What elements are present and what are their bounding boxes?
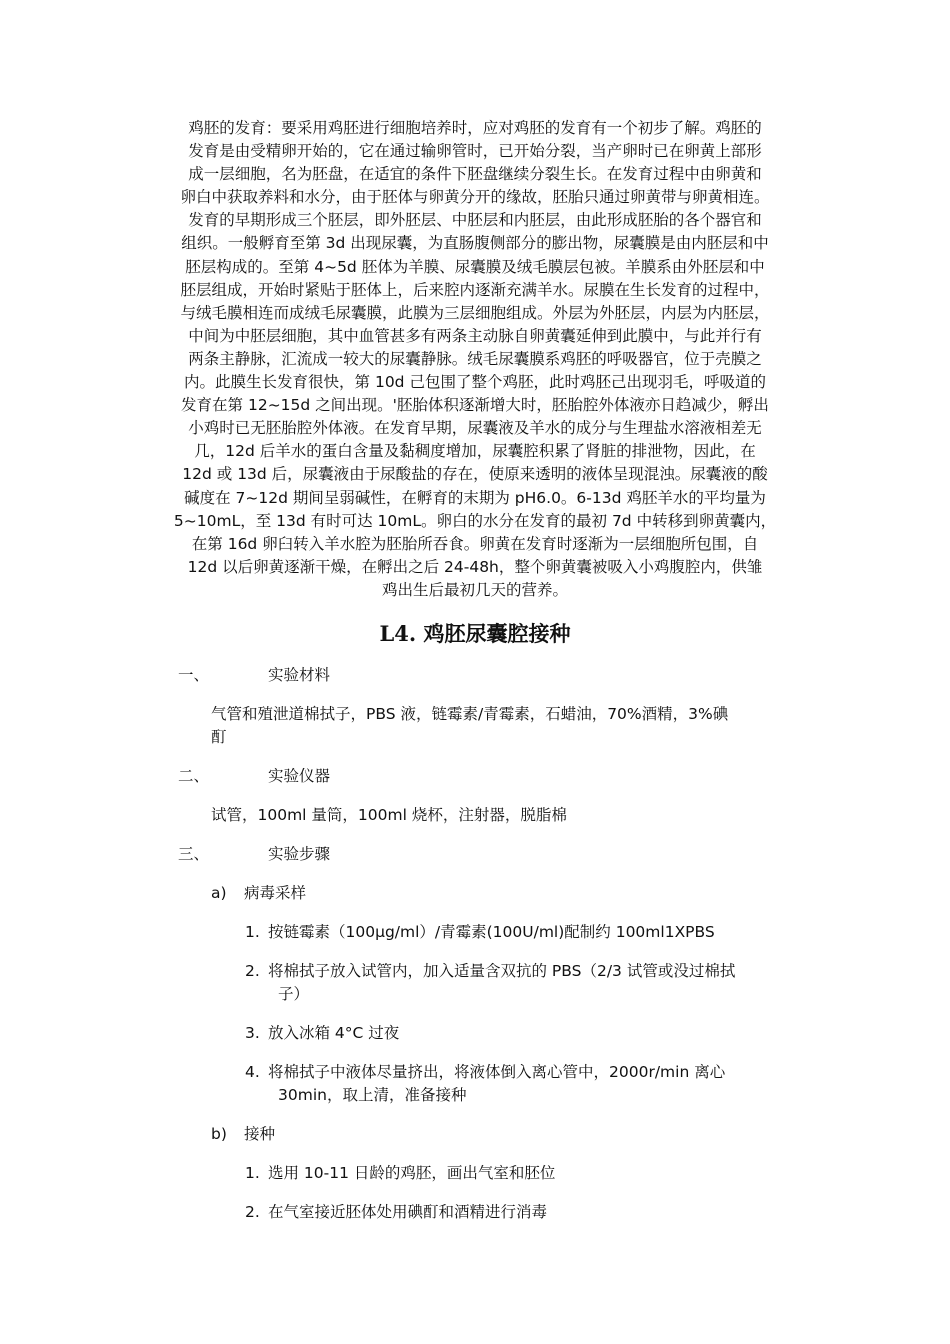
step-text: 放入冰箱 4°C 过夜 [268,1024,400,1042]
step-number: 1. [245,923,260,941]
step-text-continued: 30min，取上清，准备接种 [278,1086,467,1104]
step-text: 将棉拭子中液体尽量挤出，将液体倒入离心管中，2000r/min 离心 [268,1063,726,1081]
intro-line: 卵白中获取养料和水分，由于胚体与卵黄分开的缘故，胚胎只通过卵黄带与卵黄相连。 [180,188,770,207]
section-title: L4. 鸡胚尿囊腔接种 [379,621,571,646]
step-text: 在气室接近胚体处用碘酊和酒精进行消毒 [268,1203,548,1221]
intro-line: 5~10mL，至 13d 有时可达 10mL。卵白的水分在发育的最初 7d 中转移到卵黄囊内， [173,511,777,530]
intro-line: 在第 16d 卵臼转入羊水腔为胚胎所吞食。卵黄在发育时逐渐为一层细胞所包围，自 [191,534,759,553]
subheading-marker: a) [211,884,227,902]
step-number: 2. [245,1203,260,1221]
intro-line: 成一层细胞，名为胚盘，在适宜的条件下胚盘继续分裂生长。在发育过程中由卵黄和 [188,165,762,184]
intro-line: 发育是由受精卵开始的，它在通过输卵管时，已开始分裂，当产卵时已在卵黄上部形 [188,142,762,161]
subheading-marker: b) [211,1125,227,1143]
heading-number: 一、 [178,666,210,684]
intro-line: 小鸡时已无胚胎腔外体液。在发育早期，尿囊液及羊水的成分与生理盐水溶液相差无 [188,419,762,438]
instruments-paragraph: 试管，100ml 量筒，100ml 烧杯，注射器，脱脂棉 [211,806,567,824]
subheading-label: 病毒采样 [244,884,307,902]
intro-line: 碱度在 7~12d 期间呈弱碱性，在孵育的末期为 pH6.0。6-13d 鸡胚羊水的平均量为 [184,488,766,507]
intro-line: 12d 以后卵黄逐渐干燥，在孵出之后 24-48h，整个卵黄囊被吸入小鸡腹腔内，供雏 [187,557,763,576]
intro-line: 胚层组成，开始时紧贴于胚体上，后来腔内逐渐充满羊水。尿膜在生长发育的过程中， [180,280,770,299]
materials-line: 酊 [211,728,227,746]
intro-line: 发育的早期形成三个胚层，即外胚层、中胚层和内胚层，由此形成胚胎的各个器官和 [188,211,762,230]
heading-number: 三、 [178,845,210,863]
heading-number: 二、 [178,767,210,785]
intro-line: 12d 或 13d 后，尿囊液由于尿酸盐的存在，使原来透明的液体呈现混浊。尿囊液的酸 [182,465,768,484]
intro-paragraph [140,117,810,602]
intro-line: 胚层构成的。至第 4~5d 胚体为羊膜、尿囊膜及绒毛膜层包被。羊膜系由外胚层和中 [185,257,765,276]
intro-line: 几，12d 后羊水的蛋白含量及黏稠度增加，尿囊腔积累了肾脏的排泄物，因此，在 [194,442,756,461]
heading-label: 实验步骤 [268,845,331,863]
subheading-label: 接种 [244,1125,276,1143]
intro-line: 组织。一般孵育至第 3d 出现尿囊，为直肠腹侧部分的膨出物，尿囊膜是由内胚层和中 [181,234,769,253]
intro-line: 鸡出生后最初几天的营养。 [381,580,568,599]
materials-line: 气管和殖泄道棉拭子，PBS 液，链霉素/青霉素，石蜡油，70%酒精，3%碘 [211,705,729,723]
step-text: 选用 10-11 日龄的鸡胚，画出气室和胚位 [268,1164,556,1182]
intro-line: 鸡胚的发育：要采用鸡胚进行细胞培养时，应对鸡胚的发育有一个初步了解。鸡胚的 [188,119,762,137]
heading-label: 实验仪器 [268,767,331,785]
materials-paragraph [211,703,728,749]
intro-line: 发育在第 12~15d 之间出现。'胚胎体积逐渐增大时，胚胎腔外体液亦日趋减少，孵出 [181,396,769,415]
step-number: 1. [245,1164,260,1182]
step-number: 2. [245,962,260,980]
intro-line: 中间为中胚层细胞，其中血管甚多有两条主动脉自卵黄囊延伸到此膜中，与此并行有 [188,326,762,345]
intro-line: 与绒毛膜相连而成绒毛尿囊膜，此膜为三层细胞组成。外层为外胚层，内层为内胚层， [180,303,770,322]
intro-line: 内。此膜生长发育很快，第 10d 己包围了整个鸡胚，此时鸡胚己出现羽毛，呼吸道的 [184,373,766,392]
step-number: 3. [245,1024,260,1042]
heading-label: 实验材料 [268,666,331,684]
intro-line: 两条主静脉，汇流成一较大的尿囊静脉。绒毛尿囊膜系鸡胚的呼吸器官，位于壳膜之 [188,349,762,368]
step-number: 4. [245,1063,260,1081]
step-text: 按链霉素（100μg/ml）/青霉素(100U/ml)配制约 100ml1XPBS [268,923,715,941]
step-text: 将棉拭子放入试管内，加入适量含双抗的 PBS（2/3 试管或没过棉拭 [268,962,736,980]
step-text-continued: 子） [278,985,310,1003]
